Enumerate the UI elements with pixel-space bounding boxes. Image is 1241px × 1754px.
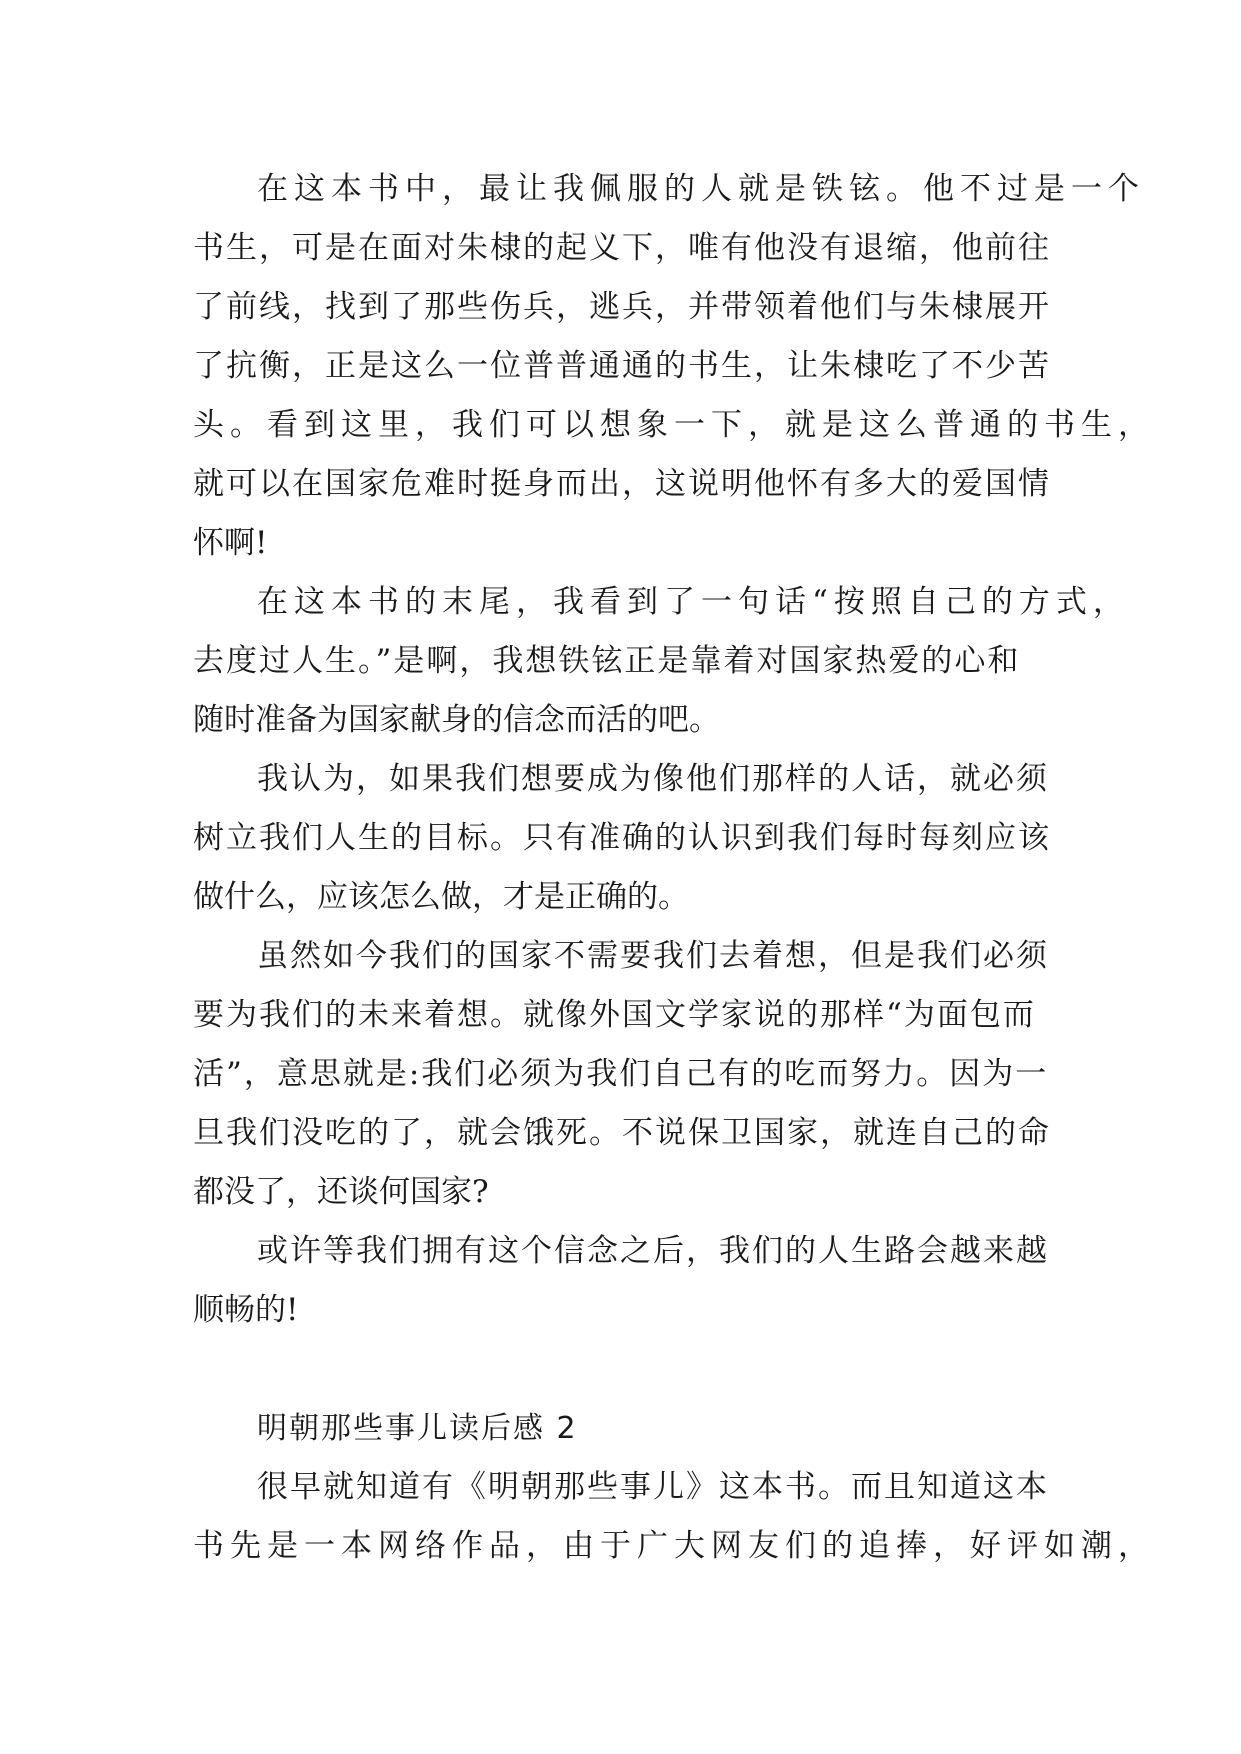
paragraph-3-line-3: 做什么，应该怎么做，才是正确的。 [193, 879, 689, 915]
paragraph-2-line-2: 去度过人生。”是啊，我想铁铉正是靠着对国家热爱的心和 [193, 643, 1021, 679]
paragraph-4-line-2: 要为我们的未来着想。就像外国文学家说的那样“为面包而 [193, 997, 1036, 1033]
paragraph-3-line-2: 树立我们人生的目标。只有准确的认识到我们每时每刻应该 [193, 820, 1051, 856]
paragraph-1-line-1: 在这本书中，最让我佩服的人就是铁铉。他不过是一个 [257, 171, 1145, 207]
paragraph-3-line-1: 我认为，如果我们想要成为像他们那样的人话，就必须 [257, 761, 1049, 797]
paragraph-4-line-3: 活”，意思就是:我们必须为我们自己有的吃而努力。因为一 [193, 1056, 1049, 1092]
section-2-line-2: 书先是一本网络作品，由于广大网友们的追捧，好评如潮， [193, 1528, 1155, 1564]
paragraph-2-line-3: 随时准备为国家献身的信念而活的吧。 [193, 702, 720, 738]
paragraph-2-line-1: 在这本书的末尾，我看到了一句话“按照自己的方式， [257, 584, 1130, 620]
paragraph-1-line-7: 怀啊! [193, 525, 268, 561]
paragraph-4-line-4: 旦我们没吃的了，就会饿死。不说保卫国家，就连自己的命 [193, 1115, 1051, 1151]
paragraph-5-line-1: 或许等我们拥有这个信念之后，我们的人生路会越来越 [257, 1233, 1049, 1269]
document-body [193, 160, 1155, 1576]
paragraph-1-line-6: 就可以在国家危难时挺身而出，这说明他怀有多大的爱国情 [193, 466, 1051, 502]
paragraph-4-line-1: 虽然如今我们的国家不需要我们去着想，但是我们必须 [257, 938, 1049, 974]
paragraph-4-line-5: 都没了，还谈何国家? [193, 1174, 489, 1210]
paragraph-1-line-2: 书生，可是在面对朱棣的起义下，唯有他没有退缩，他前往 [193, 230, 1051, 266]
section-2-heading: 明朝那些事儿读后感 2 [257, 1411, 578, 1446]
paragraph-1-line-5: 头。看到这里，我们可以想象一下，就是这么普通的书生， [193, 407, 1155, 443]
paragraph-1-line-3: 了前线，找到了那些伤兵，逃兵，并带领着他们与朱棣展开 [193, 289, 1051, 325]
section-2-line-1: 很早就知道有《明朝那些事儿》这本书。而且知道这本 [257, 1469, 1049, 1505]
paragraph-1-line-4: 了抗衡，正是这么一位普普通通的书生，让朱棣吃了不少苦 [193, 348, 1051, 384]
paragraph-5-line-2: 顺畅的! [193, 1292, 299, 1328]
section-spacer [193, 1340, 1053, 1399]
